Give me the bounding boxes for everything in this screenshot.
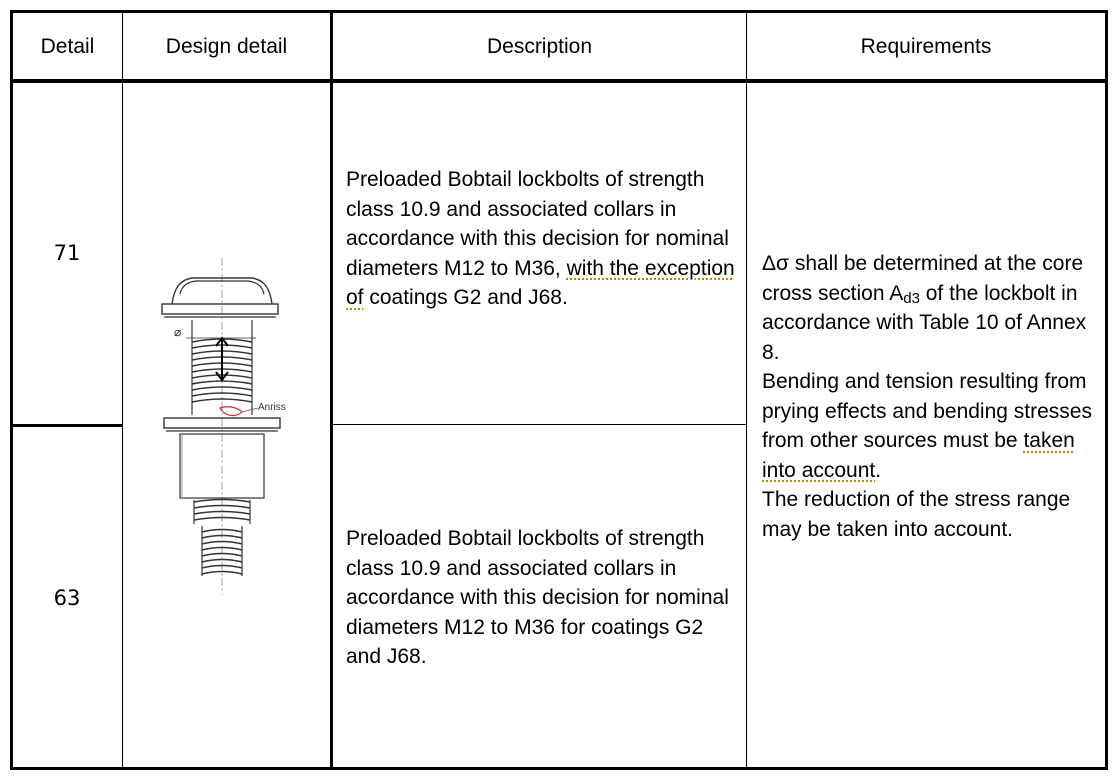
detail-number-71: 71 bbox=[53, 241, 81, 265]
header-requirements: Requirements bbox=[860, 34, 992, 58]
requirements-p1-start: Δσ shall be determined at the core cross section A bbox=[762, 252, 1084, 305]
drawing-label: Anriss bbox=[258, 402, 286, 413]
requirements-paragraph-1 bbox=[762, 249, 1092, 367]
col-divider-2 bbox=[330, 10, 333, 770]
requirements-p1-end: of the lockbolt in accordance with Table 10 of Annex 8. bbox=[762, 281, 1087, 364]
requirements-p2-end: . bbox=[875, 458, 882, 482]
description-63: Preloaded Bobtail lockbolts of strength class 10.9 and associated collars in accordance with this decision for nominal diameters M12 to M36 for coatings G2 and J68. bbox=[346, 527, 729, 668]
requirements-p2-start: Bending and tension resulting from prying effects and bending stresses from other sources must be bbox=[762, 370, 1092, 452]
col-divider-1 bbox=[122, 10, 123, 770]
requirements-paragraph-3: The reduction of the stress range may be taken into account. bbox=[762, 488, 1071, 541]
header-description: Description bbox=[486, 34, 593, 58]
description-71-text: Preloaded Bobtail lockbolts of strength class 10.9 and associated collars in accordance with this decision for nominal diameters M12 to M36, bbox=[346, 168, 729, 280]
description-71-text-end: coatings G2 and J68. bbox=[369, 286, 568, 309]
requirements-text bbox=[762, 249, 1092, 544]
svg-text:⌀: ⌀ bbox=[174, 325, 182, 339]
description-71-marked-text: with the exception of bbox=[346, 256, 735, 309]
detail-number-63: 63 bbox=[53, 586, 81, 610]
header-detail: Detail bbox=[40, 34, 95, 58]
row-divider-description bbox=[333, 424, 747, 425]
requirements-p1-subscript: d3 bbox=[903, 289, 920, 307]
row-divider-detail bbox=[10, 424, 123, 427]
diameter-mark bbox=[174, 325, 256, 339]
header-design-detail: Design detail bbox=[165, 34, 288, 58]
requirements-p2-marked: taken into account bbox=[762, 429, 1075, 482]
lockbolt-drawing bbox=[150, 250, 310, 600]
description-71 bbox=[346, 165, 738, 313]
requirements-paragraph-2 bbox=[762, 367, 1092, 485]
col-divider-3 bbox=[746, 10, 747, 770]
